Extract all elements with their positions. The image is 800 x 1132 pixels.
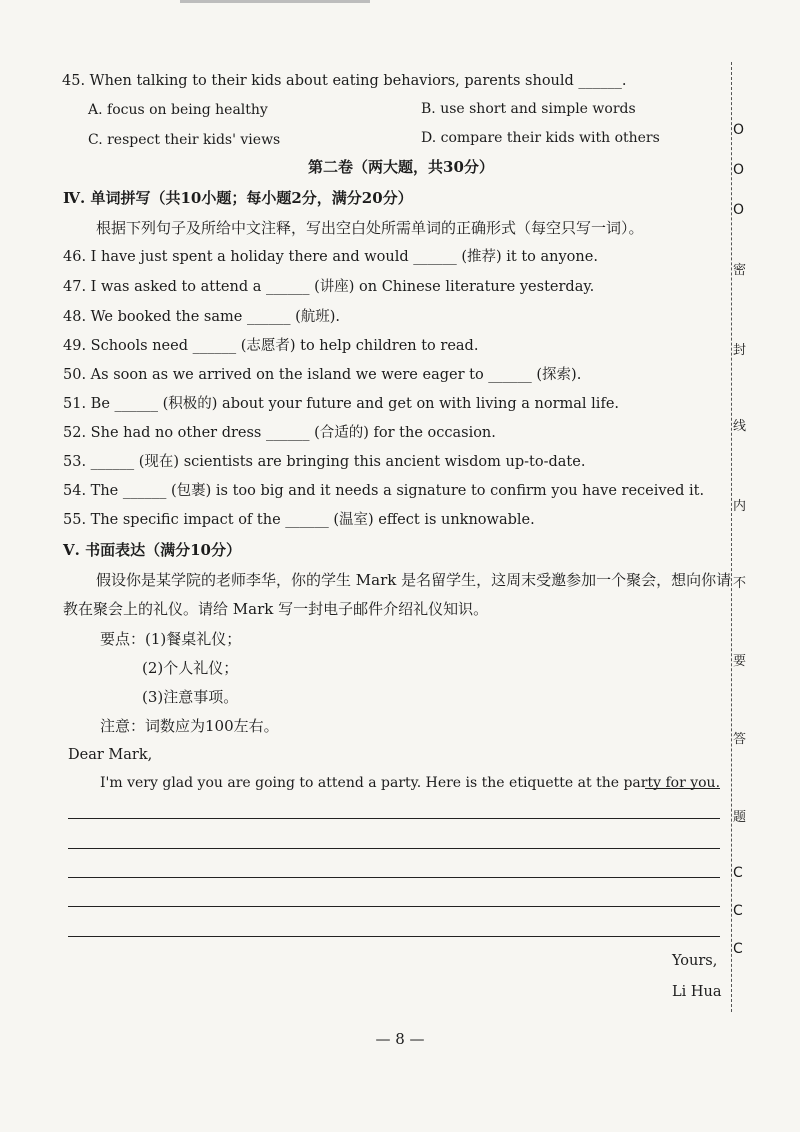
writing-line bbox=[68, 936, 720, 937]
q45-stem: 45. When talking to their kids about eating behaviors, parents should ______. bbox=[62, 73, 627, 89]
page-number: — 8 — bbox=[375, 1030, 425, 1048]
writing-line bbox=[68, 906, 720, 907]
letter-opening: I'm very glad you are going to attend a party. Here is the etiquette at the party for you. bbox=[100, 775, 721, 791]
item-54: 54. The ______ (包裹) is too big and it needs a signature to confirm you have received it. bbox=[63, 483, 705, 499]
item-51: 51. Be ______ (积极的) about your future and get on with living a normal life. bbox=[63, 396, 620, 412]
point-2: (2)个人礼仪； bbox=[142, 659, 239, 677]
section4-instruction: 根据下列句子及所给中文注释，写出空白处所需单词的正确形式（每空只写一词）。 bbox=[96, 219, 644, 237]
seal-circle: C bbox=[733, 865, 743, 881]
item-55: 55. The specific impact of the ______ (温室) effect is unknowable. bbox=[63, 512, 535, 528]
item-46: 46. I have just spent a holiday there and would ______ (推荐) it to anyone. bbox=[63, 249, 598, 265]
writing-line bbox=[68, 877, 720, 878]
salutation: Dear Mark, bbox=[68, 747, 153, 763]
q45-option-a: A. focus on being healthy bbox=[88, 102, 268, 118]
item-50: 50. As soon as we arrived on the island we were eager to ______ (探索). bbox=[63, 367, 582, 383]
seal-circle: O bbox=[733, 202, 745, 218]
closing: Yours, bbox=[672, 953, 718, 969]
writing-line bbox=[68, 818, 720, 819]
point-3: (3)注意事项。 bbox=[142, 688, 239, 706]
section4-title: Ⅳ. 单词拼写（共10小题；每小题2分，满分20分） bbox=[63, 189, 413, 207]
section5-prompt-line2: 教在聚会上的礼仪。请给 Mark 写一封电子邮件介绍礼仪知识。 bbox=[63, 600, 489, 618]
seal-char: 不 bbox=[733, 576, 747, 591]
seal-char: 内 bbox=[733, 499, 747, 514]
section5-title: Ⅴ. 书面表达（满分10分） bbox=[63, 541, 241, 559]
section5-prompt-line1: 假设你是某学院的老师李华，你的学生 Mark 是名留学生，这周末受邀参加一个聚会，想向你请 bbox=[96, 571, 732, 589]
part2-title: 第二卷（两大题，共30分） bbox=[308, 158, 494, 176]
seal-char: 封 bbox=[733, 343, 747, 358]
q45-option-c: C. respect their kids' views bbox=[88, 132, 281, 148]
q45-option-d: D. compare their kids with others bbox=[421, 130, 660, 146]
word-count-note: 注意：词数应为100左右。 bbox=[100, 717, 279, 735]
item-49: 49. Schools need ______ (志愿者) to help children to read. bbox=[63, 338, 479, 354]
q45-option-b: B. use short and simple words bbox=[421, 101, 636, 117]
seal-char: 答 bbox=[733, 732, 747, 747]
item-47: 47. I was asked to attend a ______ (讲座) on Chinese literature yesterday. bbox=[63, 279, 595, 295]
seal-char: 密 bbox=[733, 263, 747, 278]
seal-char: 题 bbox=[733, 810, 747, 825]
seal-circle: O bbox=[733, 162, 745, 178]
item-53: 53. ______ (现在) scientists are bringing this ancient wisdom up-to-date. bbox=[63, 454, 586, 470]
scan-mark bbox=[180, 0, 370, 3]
seal-circle: C bbox=[733, 941, 743, 957]
point-1: 要点：(1)餐桌礼仪； bbox=[100, 630, 242, 648]
seal-char: 线 bbox=[733, 419, 747, 434]
seal-char: 要 bbox=[733, 654, 747, 669]
item-52: 52. She had no other dress ______ (合适的) for the occasion. bbox=[63, 425, 496, 441]
seal-circle: C bbox=[733, 903, 743, 919]
seal-circle: O bbox=[733, 122, 745, 138]
writing-line bbox=[68, 848, 720, 849]
seal-line bbox=[731, 62, 732, 1012]
writing-line bbox=[645, 788, 720, 789]
signature: Li Hua bbox=[672, 984, 722, 1000]
item-48: 48. We booked the same ______ (航班). bbox=[63, 309, 340, 325]
